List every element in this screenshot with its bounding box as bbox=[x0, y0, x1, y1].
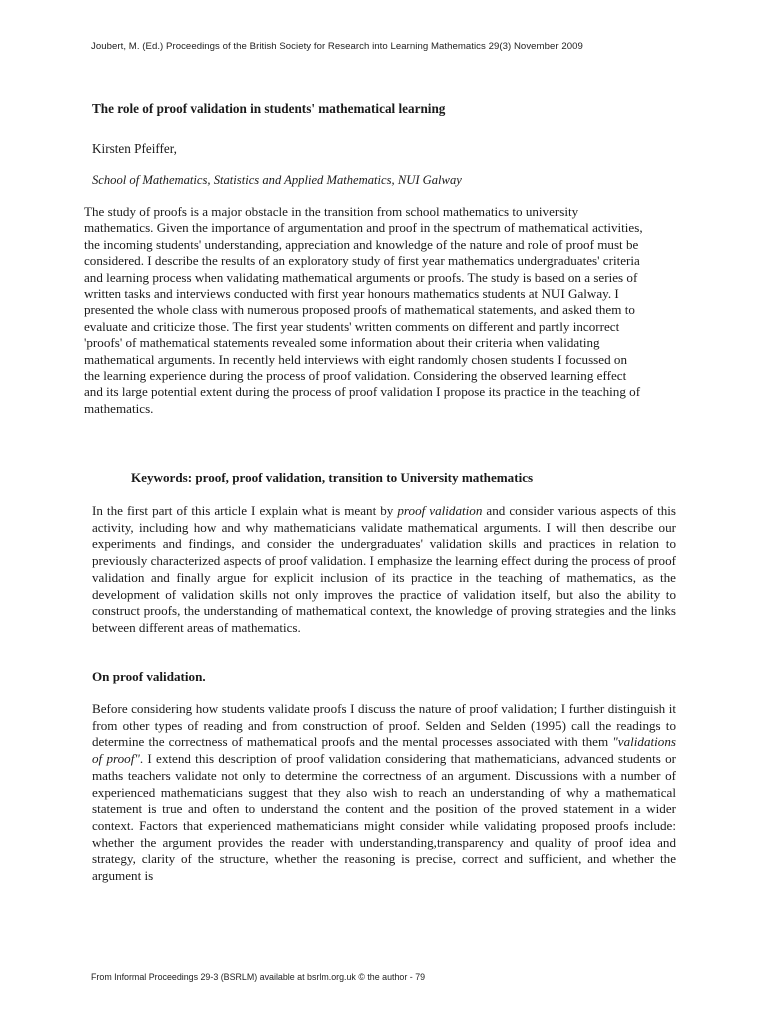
page-header-citation: Joubert, M. (Ed.) Proceedings of the British Society for Research into Learning Mathematics 29(3) November 2009 bbox=[91, 41, 583, 52]
section-paragraph bbox=[92, 701, 676, 901]
paper-title: The role of proof validation in students' mathematical learning bbox=[92, 101, 446, 116]
author-affiliation: School of Mathematics, Statistics and Applied Mathematics, NUI Galway bbox=[92, 173, 462, 187]
intro-text-start: In the first part of this article I explain what is meant by bbox=[92, 503, 398, 518]
author-name: Kirsten Pfeiffer, bbox=[92, 141, 177, 156]
page-footer: From Informal Proceedings 29-3 (BSRLM) available at bsrlm.org.uk © the author - 79 bbox=[91, 972, 426, 982]
section-heading: On proof validation. bbox=[92, 669, 206, 684]
abstract: The study of proofs is a major obstacle in the transition from school mathematics to university mathematics. Given the importance of argumentation and proof in the spectrum of mathematical activities, the incoming students' understanding, appreciation and knowledge of the nature and role of proof must be considered. I describe the results of an exploratory study of first year mathematics undergraduates' criteria and learning process when validating mathematical arguments or proofs. The study is based on a series of written tasks and interviews conducted with first year honours mathematics students at NUI Galway. I presented the whole class with numerous proposed proofs of mathematical statements, and asked them to evaluate and criticize those. The first year students' written comments on different and partly incorrect 'proofs' of mathematical statements revealed some information about their criteria when validating mathematical arguments. In recently held interviews with eight randomly chosen students I focussed on the learning experience during the process of proof validation. Considering the observed learning effect and its large potential extent during the process of proof validation I propose its practice in the teaching of mathematics. bbox=[84, 204, 643, 416]
intro-emphasis: proof validation bbox=[397, 503, 483, 518]
keywords: Keywords: proof, proof validation, transition to University mathematics bbox=[131, 470, 534, 485]
section-text-end: . I extend this description of proof validation considering that mathematicians, advanced students or maths teachers validate not only to determine the correctness of an argument. Discussions with a number of experienced mathematicians suggest that they also wish to reach an understanding of why a mathematical statement is true and often to understand the content and the position of the proved statement in a wider context. Factors that experienced mathematicians might consider while validating proposed proofs include: whether the argument provides the reader with understanding,transparency and quality of proof idea and strategy, clarity of the structure, whether the reasoning is precise, correct and sufficient, and whether the argument is bbox=[92, 751, 676, 884]
section-text-start: Before considering how students validate proofs I discuss the nature of proof validation; I further distinguish it from other types of reading and from construction of proof. Selden and Selden (1995) call the readings to determine the correctness of mathematical proofs and the mental processes associated with them bbox=[92, 701, 676, 750]
section-emphasis: "validations of proof" bbox=[92, 734, 676, 767]
intro-paragraph bbox=[92, 503, 676, 637]
intro-text-end: and consider various aspects of this activity, including how and why mathematicians validate mathematical arguments. I will then describe our experiments and findings, and consider the undergraduates' validation skills and practices in relation to previously characterized aspects of proof validation. I emphasize the learning effect during the process of proof validation and finally argue for explicit inclusion of its practice in the teaching of mathematics, as the development of validation skills not only improves the practice of validation itself, but also the ability to construct proofs, the understanding of mathematical context, the knowledge of proving strategies and the links between different areas of mathematics. bbox=[92, 503, 676, 635]
